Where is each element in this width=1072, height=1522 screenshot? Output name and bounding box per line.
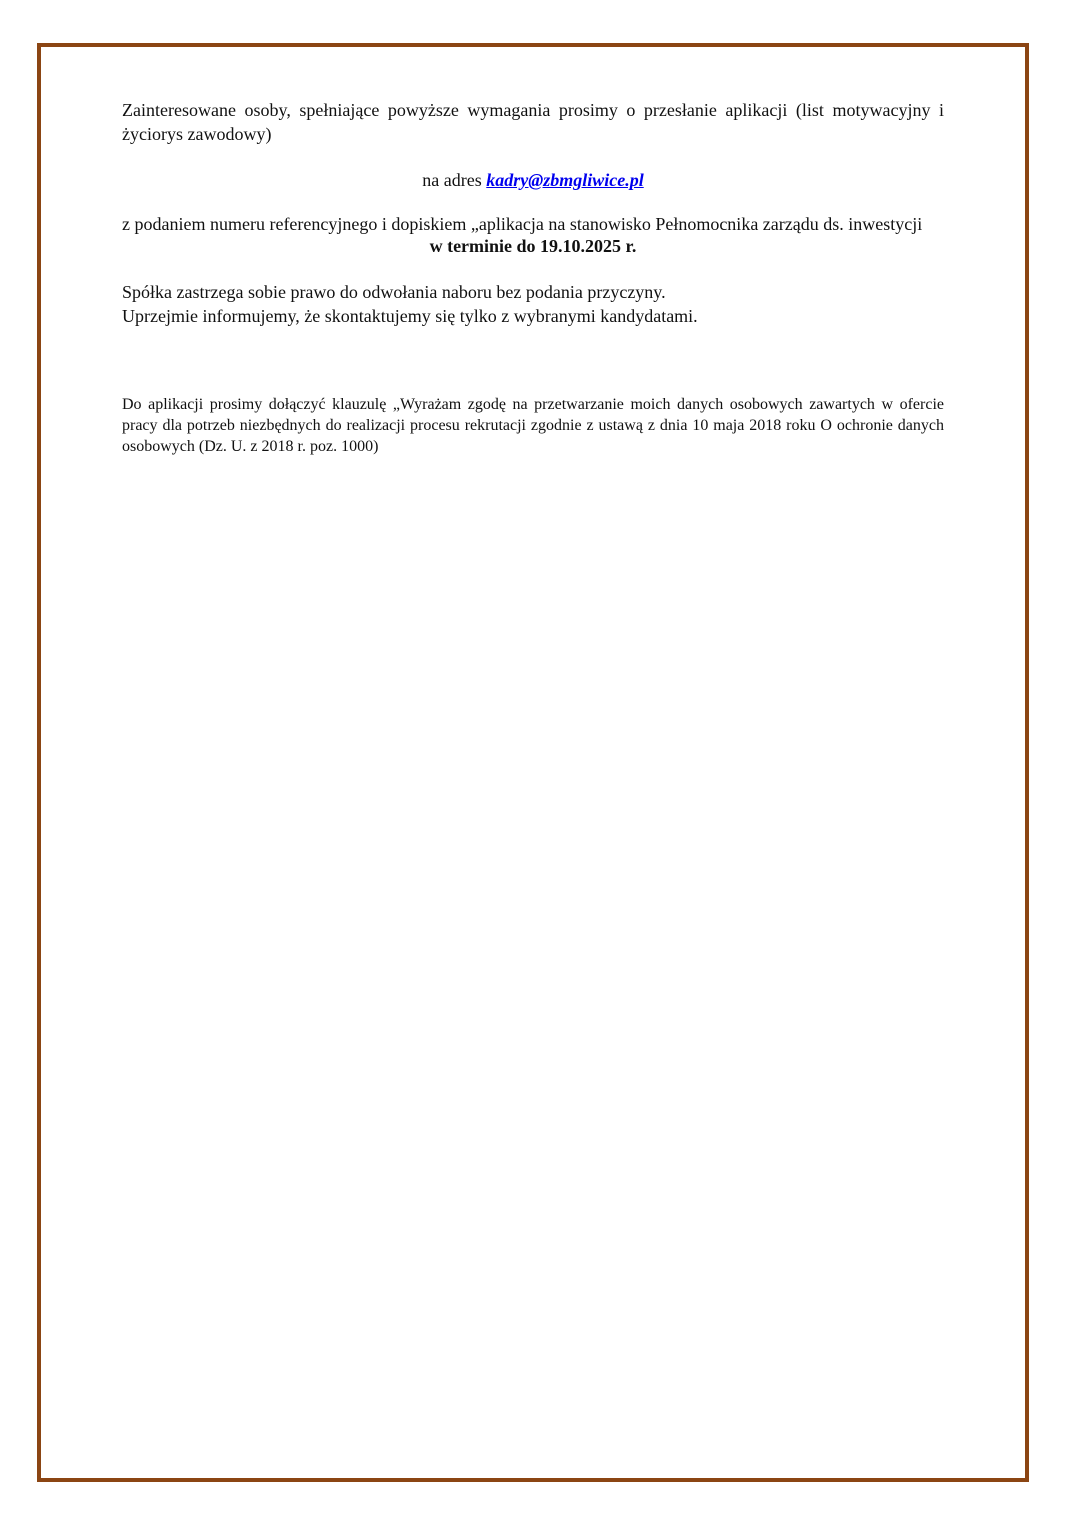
intro-paragraph: Zainteresowane osoby, spełniające powyższe wymagania prosimy o przesłanie aplikacji (list motywacyjny i życiorys zawodowy) xyxy=(122,100,944,144)
contact-note-line: Uprzejmie informujemy, że skontaktujemy się tylko z wybranymi kandydatami. xyxy=(122,306,698,326)
document-body xyxy=(122,98,944,457)
reference-paragraph: z podaniem numeru referencyjnego i dopiskiem „aplikacja na stanowisko Pełnomocnika zarządu ds. inwestycji xyxy=(122,214,923,234)
consent-clause-paragraph: Do aplikacji prosimy dołączyć klauzulę „Wyrażam zgodę na przetwarzanie moich danych osobowych zawartych w ofercie pracy dla potrzeb niezbędnych do realizacji procesu rekrutacji zgodnie z ustawą z dnia 10 maja 2018 roku O ochronie danych osobowych (Dz. U. z 2018 r. poz. 1000) xyxy=(122,396,944,455)
address-prefix: na adres xyxy=(422,170,487,190)
deadline-line: w terminie do 19.10.2025 r. xyxy=(429,236,637,256)
email-link[interactable]: kadry@zbmgliwice.pl xyxy=(486,170,644,190)
reserve-right-line: Spółka zastrzega sobie prawo do odwołania naboru bez podania przyczyny. xyxy=(122,282,666,302)
address-line xyxy=(122,168,944,192)
